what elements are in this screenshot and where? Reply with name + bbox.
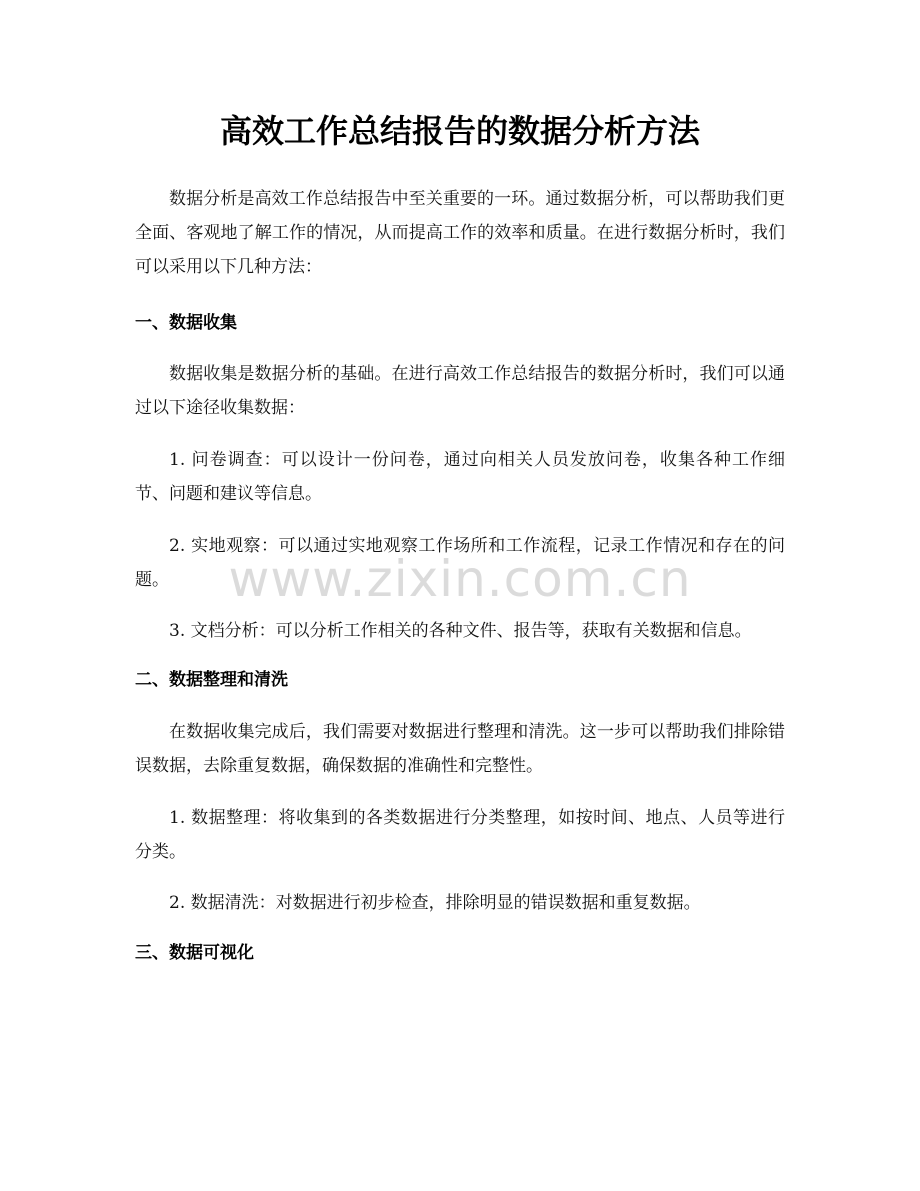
section-2-heading: 二、数据整理和清洗 — [135, 670, 288, 690]
section-2-item-1: 1. 数据整理：将收集到的各类数据进行分类整理，如按时间、地点、人员等进行分类。 — [135, 808, 785, 862]
section-1-item-3: 3. 文档分析：可以分析工作相关的各种文件、报告等，获取有关数据和信息。 — [169, 621, 752, 641]
section-2-item-2: 2. 数据清洗：对数据进行初步检查，排除明显的错误数据和重复数据。 — [169, 893, 701, 913]
section-1-item-1: 1. 问卷调查：可以设计一份问卷，通过向相关人员发放问卷，收集各种工作细节、问题和建议等信息。 — [135, 450, 785, 504]
intro-paragraph: 数据分析是高效工作总结报告中至关重要的一环。通过数据分析，可以帮助我们更全面、客观地了解工作的情况，从而提高工作的效率和质量。在进行数据分析时，我们可以采用以下几种方法： — [135, 189, 785, 277]
section-1-item-2: 2. 实地观察：可以通过实地观察工作场所和工作流程，记录工作情况和存在的问题。 — [135, 536, 785, 590]
watermark: www.zixin.com.cn — [228, 550, 692, 608]
section-1-heading: 一、数据收集 — [135, 313, 237, 333]
document-title: 高效工作总结报告的数据分析方法 — [219, 112, 700, 150]
section-1-paragraph-1: 数据收集是数据分析的基础。在进行高效工作总结报告的数据分析时，我们可以通过以下途径收集数据： — [135, 364, 785, 418]
section-3-heading: 三、数据可视化 — [135, 943, 254, 963]
section-2-paragraph-1: 在数据收集完成后，我们需要对数据进行整理和清洗。这一步可以帮助我们排除错误数据，去除重复数据，确保数据的准确性和完整性。 — [135, 722, 785, 776]
